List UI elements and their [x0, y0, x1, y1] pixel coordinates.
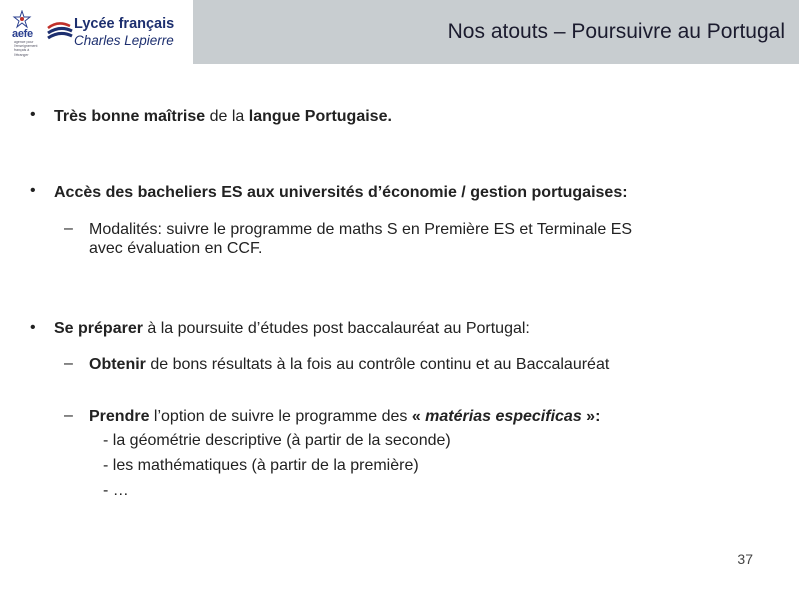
page-number: 37: [737, 551, 753, 567]
sub-dash-2-1: –: [64, 220, 73, 237]
school-name-line2: Charles Lepierre: [74, 33, 174, 48]
bullet-item-1: [54, 108, 392, 126]
bullet-2: •: [30, 182, 36, 199]
list-item-ellipsis: - …: [103, 482, 129, 499]
sub-item-2-1-line2: avec évaluation en CCF.: [89, 240, 263, 257]
sub-item-3-2-text: l’option de suivre le programme des: [149, 408, 412, 425]
sub-item-3-1-text: de bons résultats à la fois au contrôle continu et au Baccalauréat: [145, 356, 610, 373]
bullet-1-text: de la: [205, 108, 249, 125]
list-item-mathematiques: - les mathématiques (à partir de la première): [103, 457, 419, 474]
bullet-3: •: [30, 319, 36, 336]
bullet-item-3: [54, 320, 530, 338]
materias-especificas: matérias especificas: [425, 408, 582, 425]
bullet-item-2: [54, 184, 628, 202]
sub-dash-3-2: –: [64, 407, 73, 424]
bullet-1-bold-a: Très bonne maîtrise: [54, 108, 206, 125]
sub-item-3-1-bold: Obtenir: [89, 356, 146, 373]
quote-open: «: [411, 408, 426, 425]
list-item-geometrie: - la géométrie descriptive (à partir de la seconde): [103, 432, 451, 449]
slide-title: Nos atouts – Poursuivre au Portugal: [447, 20, 785, 43]
aefe-wordmark: aefe: [12, 28, 33, 40]
bullet-2-bold: Accès des bacheliers ES aux universités d’économie / gestion portugaises:: [54, 184, 628, 201]
bullet-1: •: [30, 106, 36, 123]
sub-item-3-2-bold: Prendre: [89, 408, 150, 425]
aefe-subtitle: agence pour l'enseignement français à l'étranger: [14, 40, 38, 57]
school-name-line1: Lycée français: [74, 16, 175, 32]
bullet-3-text: à la poursuite d’études post baccalauréat au Portugal:: [142, 320, 530, 337]
bullet-1-bold-b: langue Portugaise.: [248, 108, 392, 125]
bullet-3-bold: Se préparer: [54, 320, 143, 337]
quote-close: »:: [581, 408, 601, 425]
sub-item-2-1-line1: Modalités: suivre le programme de maths S en Première ES et Terminale ES: [89, 221, 633, 238]
sub-dash-3-1: –: [64, 355, 73, 372]
sub-item-3-2: [89, 408, 600, 426]
sub-item-3-1: [89, 356, 609, 374]
